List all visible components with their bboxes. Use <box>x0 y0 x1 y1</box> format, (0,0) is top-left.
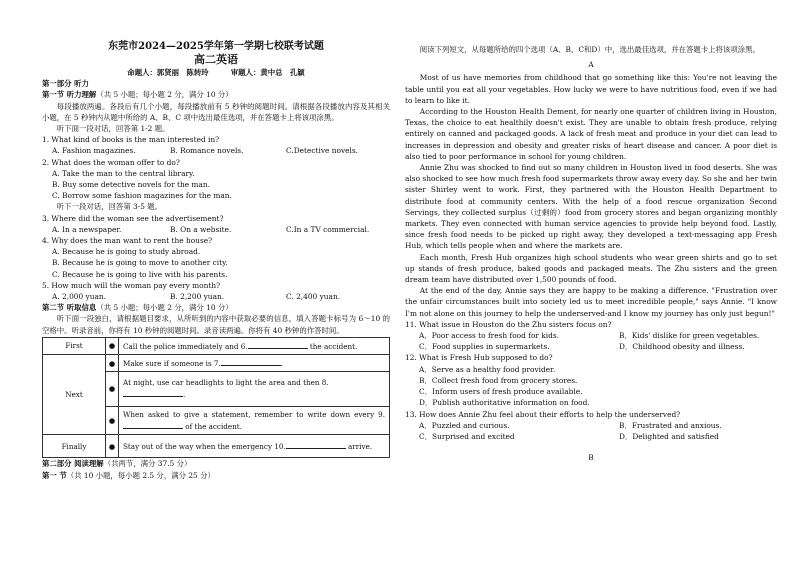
q2-option-a: A. Take the man to the central library. <box>52 168 195 178</box>
answer-blank-10[interactable] <box>286 440 346 449</box>
left-column <box>42 40 390 481</box>
q3-option-b: B. On a website. <box>170 224 232 234</box>
question-11: 11. What issue in Houston do the Zhu sisters focus on? <box>405 319 612 329</box>
q1-options <box>42 145 390 156</box>
question-13: 13. How does Annie Zhu feel about their efforts to help the underserved? <box>405 409 681 419</box>
table-text: Stay out of the way when the emergency 10. <box>123 442 286 452</box>
reading-instructions: 阅读下列短文，从每题所给的四个选项（A、B、C和D）中，选出最佳选项，并在答题卡上将该项涂黑。 <box>419 45 760 54</box>
right-column <box>405 44 777 465</box>
q13-option-b: B．Frustrated and anxious. <box>619 420 722 430</box>
q12-option-c: C．Inform users of fresh produce available. <box>419 387 583 397</box>
q4-option-b: B. Because he is going to move to another city. <box>52 258 228 268</box>
bullet-icon: ● <box>106 355 119 372</box>
table-label-next: Next <box>43 355 106 435</box>
part2-note: （共两节，满分 37.5 分） <box>103 459 192 469</box>
q13-option-d: D．Delighted and satisfied <box>619 431 719 441</box>
bullet-icon: ● <box>106 337 119 354</box>
table-cell <box>119 355 390 372</box>
passage-paragraph: Each month, Fresh Hub organizes high school students who wear green shirts and go to set up stands of fresh produce, baked goods and packaged meats. The Zhu sisters and the green dream team have distributed over 1,500 pounds of food. <box>405 252 777 285</box>
q11-options-row1 <box>405 330 777 341</box>
table-cell <box>119 337 390 354</box>
table-text: At night, use car headlights to light the area and then 8. <box>123 378 329 388</box>
q1-option-b: B. Romance novels. <box>170 146 244 156</box>
sec2-instructions: 听下面一段独白，请根据题目要求，从所听到的内容中获取必要的信息，填入答题卡标号为 6～10 的空格中。听录音前，你将有 10 秒钟的阅题时间。录音读两遍。你将有 40 秒钟的作答时间。 <box>42 314 390 335</box>
table-cell <box>119 406 390 434</box>
bullet-icon: ● <box>106 435 119 458</box>
sec1-instructions: 每段播放两遍。各段后有几个小题，每段播放前有 5 秒钟的阅题时间。请根据各段播放内容及其相关小题，在 5 秒钟内从题中所给的 A、B、C 项中选出最佳选项，并在答题卡上将该项涂黑。 <box>42 101 390 122</box>
q5-option-c: C. 2,400 yuan. <box>286 292 341 302</box>
answer-blank-7[interactable] <box>221 357 284 369</box>
table-text: the accident. <box>307 341 358 351</box>
exam-title: 东莞市2024—2025学年第一学期七校联考试题 <box>108 41 324 52</box>
part2-sec1-line <box>42 470 390 481</box>
passage-paragraph: According to the Houston Health Dement, for nearly one quarter of children living in Houston, Texas, the choice to eat healthily doesn't exist. They are unable to obtain fresh produce, relying entirely on canned and packaged goods. A lack of fresh meat and produce in your diet can lead to increases in depression and obesity and greater risks of heart disease and cancer. A poor diet is also tied to poor performance in school for young children. <box>405 107 777 161</box>
table-row <box>43 435 390 458</box>
q13-option-c: C．Surprised and excited <box>419 431 515 441</box>
table-label-finally: Finally <box>43 435 106 458</box>
q5-option-a: A. 2,000 yuan. <box>52 292 106 302</box>
table-cell <box>119 372 390 406</box>
dialog1-instruction: 听下面一段对话，回答第 1-2 题。 <box>56 124 170 134</box>
passage-paragraph: Most of us have memories from childhood that go something like this: You're not leaving the table until you eat all your vegetables. How lucky we were to have nutritious food, even if we had to learn to like it. <box>405 73 777 105</box>
sec2-note: （共 5 小题；每小题 2 分，满分 10 分） <box>96 303 233 313</box>
q2-option-b: B. Buy some detective novels for the man. <box>52 180 210 190</box>
table-label-first: First <box>43 337 106 354</box>
q11-option-b: B．Kids' dislike for green vegetables. <box>619 331 760 341</box>
exam-authors: 命题人：郭贤丽 陈转玲 审题人：黄中总 孔颖 <box>127 68 305 77</box>
table-text: arrive. <box>345 442 373 452</box>
question-12: 12. What is Fresh Hub supposed to do? <box>405 353 553 363</box>
q13-option-a: A．Puzzled and curious. <box>419 420 510 430</box>
q11-option-d: D．Childhood obesity and illness. <box>619 342 745 352</box>
q5-option-b: B. 2,200 yuan. <box>170 292 225 302</box>
sec1-heading: 第一节 听力理解 <box>42 90 97 100</box>
part2-sec1-note: （共 10 小题，每小题 2.5 分，满分 25 分） <box>66 470 215 480</box>
q4-option-a: A. Because he is going to study abroad. <box>52 247 201 257</box>
table-cell <box>119 435 390 458</box>
part2-sec1: 第一 节 <box>42 470 67 480</box>
part1-heading: 第一部分 听力 <box>42 79 89 89</box>
sec1-heading-line <box>42 89 390 100</box>
q11-options-row2 <box>405 341 777 352</box>
question-4: 4. Why does the man want to rent the house? <box>42 236 213 246</box>
bullet-icon: ● <box>106 372 119 406</box>
answer-blank-8[interactable] <box>123 388 186 400</box>
listening-table <box>42 337 390 458</box>
sec1-note: （共 5 小题；每小题 2 分，满分 10 分） <box>96 90 233 100</box>
question-2: 2. What does the woman offer to do? <box>42 157 180 167</box>
part2-heading-line <box>42 458 390 469</box>
answer-blank-6[interactable] <box>248 340 308 349</box>
bullet-icon: ● <box>106 406 119 434</box>
table-text: When asked to give a statement, remember to write down every 9. <box>123 409 385 419</box>
q12-option-a: A．Serve as a healthy food provider. <box>419 364 556 374</box>
question-5: 5. How much will the woman pay every month? <box>42 280 221 290</box>
table-text: . <box>280 359 284 369</box>
q3-option-a: A. In a newspaper. <box>52 224 122 234</box>
sec2-heading-line <box>42 302 390 313</box>
q4-option-c: C. Because he is going to live with his parents. <box>52 269 228 279</box>
q13-options-row2 <box>405 431 777 442</box>
q13-options-row1 <box>405 420 777 431</box>
question-1: 1. What kind of books is the man interested in? <box>42 135 220 145</box>
q11-option-c: C．Food supplies in supermarkets. <box>419 342 550 352</box>
q11-option-a: A．Poor access to fresh food for kids. <box>419 331 559 341</box>
passage-paragraph: Annie Zhu was shocked to find out so many children in Houston lived in food deserts. She was also shocked to see how much fresh food supermarkets throw away every day. So she and her twin sister Shirley went to work. First, they partnered with the Houston Health Department to distribute food at community centers. With the help of a food rescue organization Second Servings, they collected surplus（过剩的）food from grocery stores and began organizing monthly markets. They even connected with human service agencies to provide help beyond food. Lastly, since fresh food needs to be picked up right away, they developed a text-messaging app Fresh Hub, which tells people when and where the markets are. <box>405 163 777 251</box>
q5-options <box>42 291 390 302</box>
q3-option-c: C.In a TV commercial. <box>286 224 370 234</box>
q1-option-c: C.Detective novels. <box>286 146 359 156</box>
q12-option-b: B．Collect fresh food from grocery stores. <box>419 375 578 385</box>
table-text: Call the police immediately and 6. <box>123 341 248 351</box>
q12-option-d: D．Publish authoritative information on food. <box>419 398 590 408</box>
passage-label: A <box>588 60 594 70</box>
table-text: Make sure if someone is 7. <box>123 359 221 369</box>
question-3: 3. Where did the woman see the advertisement? <box>42 213 224 223</box>
q2-option-c: C. Borrow some fashion magazines for the man. <box>52 191 232 201</box>
table-row <box>43 355 390 372</box>
part2-heading: 第二部分 阅读理解 <box>42 459 104 469</box>
q3-options <box>42 224 390 235</box>
passage-paragraph: At the end of the day, Annie says they are happy to be making a difference. "Frustration over the unfair circumstances built into society led us to meet incredible people," says Annie. "I know I'm not alone on this journey to help the underserved-and I know my journey has only just begun!" <box>405 286 777 318</box>
table-text: . <box>183 390 186 400</box>
dialog2-instruction: 听下一段对话，回答第 3-5 题。 <box>56 202 163 212</box>
next-passage-label: B <box>588 453 594 463</box>
exam-subject: 高二英语 <box>194 53 238 66</box>
table-row <box>43 337 390 354</box>
sec2-heading: 第二节 听取信息 <box>42 303 97 313</box>
q1-option-a: A. Fashion magazines. <box>52 146 136 156</box>
table-text: of the accident. <box>183 421 242 431</box>
answer-blank-9[interactable] <box>123 420 183 429</box>
